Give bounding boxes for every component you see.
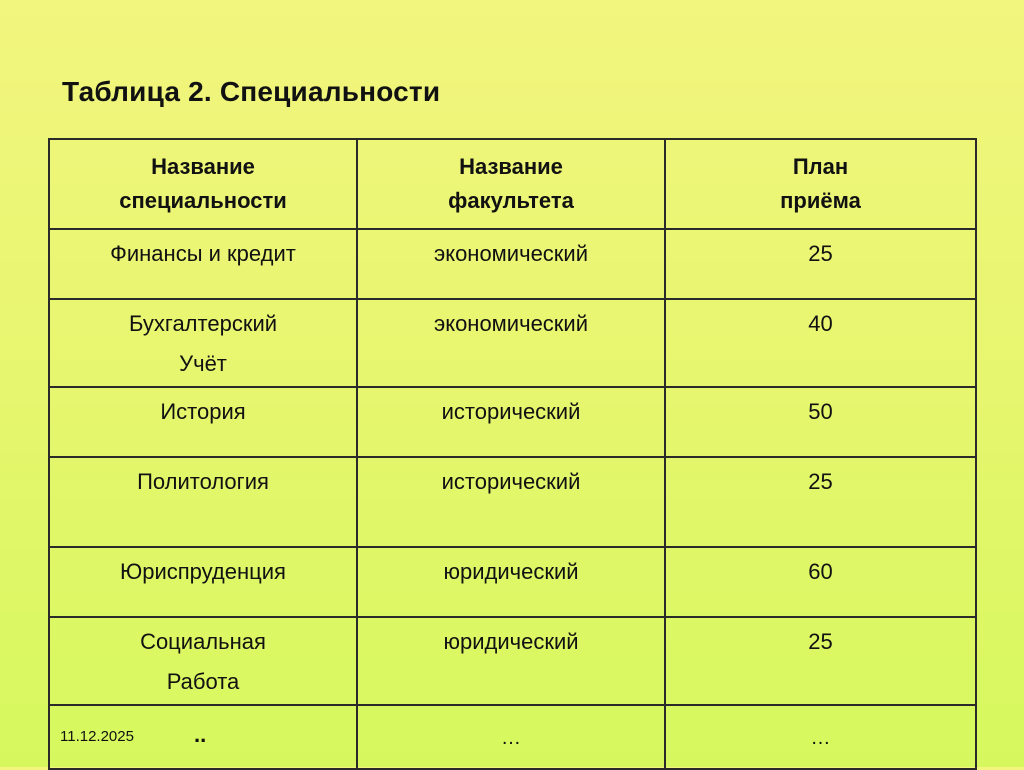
- cell-specialty: Политология: [49, 457, 357, 547]
- cell-plan: 50: [665, 387, 976, 457]
- cell-specialty: Социальная Работа: [49, 617, 357, 705]
- table-row: [49, 299, 976, 387]
- header-admission-plan: План приёма: [665, 139, 976, 229]
- cell-faculty: экономический: [357, 229, 665, 299]
- table-row: [49, 229, 976, 299]
- continuation-ellipsis: …: [810, 727, 831, 749]
- table-row: [49, 547, 976, 617]
- page-title: Таблица 2. Специальности: [62, 76, 441, 107]
- cell-plan: 25: [665, 457, 976, 547]
- cell-specialty: История: [49, 387, 357, 457]
- table-row-continuation: [49, 705, 976, 769]
- table-row: [49, 387, 976, 457]
- table-row: [49, 457, 976, 547]
- cell-specialty: Финансы и кредит: [49, 229, 357, 299]
- cell-plan: 60: [665, 547, 976, 617]
- table-row: [49, 617, 976, 705]
- cell-plan-footer: [665, 705, 976, 769]
- specialties-table: [48, 138, 977, 770]
- cell-plan: 40: [665, 299, 976, 387]
- header-specialty-name: Название специальности: [49, 139, 357, 229]
- continuation-marker: ..: [194, 721, 207, 747]
- cell-specialty-footer: [49, 705, 357, 769]
- continuation-ellipsis: …: [501, 727, 521, 749]
- cell-faculty: юридический: [357, 547, 665, 617]
- slide-date: 11.12.2025: [60, 728, 134, 745]
- cell-faculty: экономический: [357, 299, 665, 387]
- cell-specialty: Юриспруденция: [49, 547, 357, 617]
- cell-plan: 25: [665, 617, 976, 705]
- cell-faculty-footer: [357, 705, 665, 769]
- cell-faculty: исторический: [357, 457, 665, 547]
- cell-faculty: юридический: [357, 617, 665, 705]
- cell-plan: 25: [665, 229, 976, 299]
- header-faculty-name: Название факультета: [357, 139, 665, 229]
- cell-specialty: Бухгалтерский Учёт: [49, 299, 357, 387]
- table-header-row: [49, 139, 976, 229]
- cell-faculty: исторический: [357, 387, 665, 457]
